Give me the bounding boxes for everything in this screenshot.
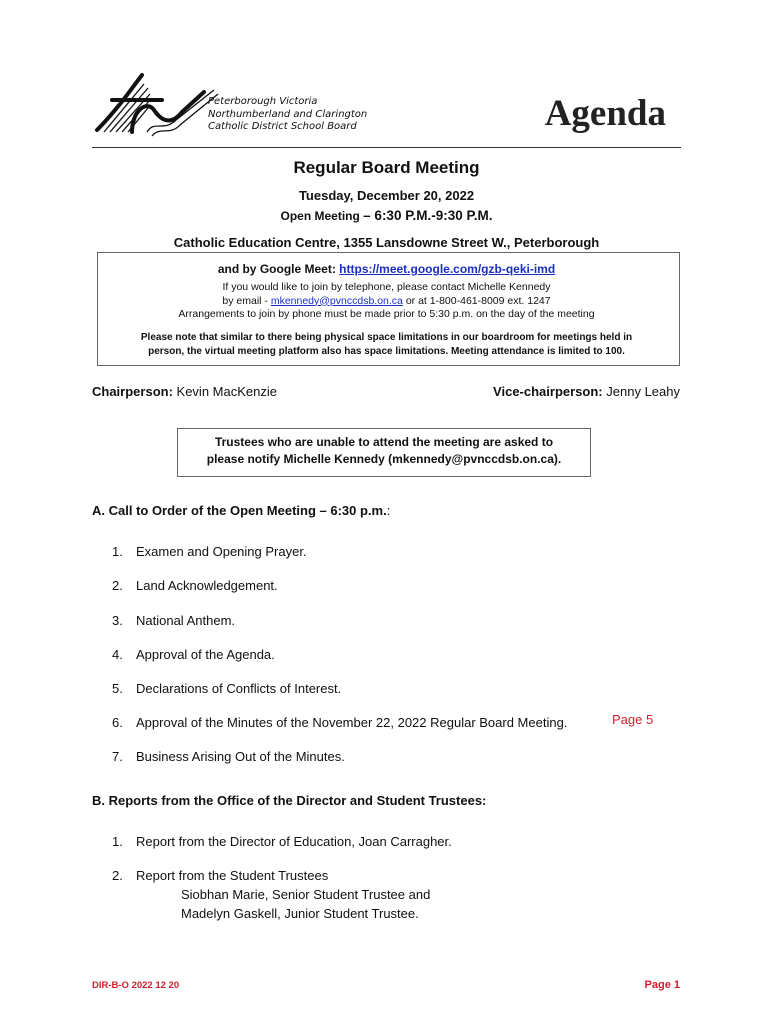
- chairperson-name: Kevin MacKenzie: [176, 384, 277, 399]
- item-number: 7.: [112, 749, 123, 764]
- meeting-time-label: Open Meeting: [280, 209, 360, 223]
- phone-line-1: If you would like to join by telephone, please contact Michelle Kennedy: [222, 281, 551, 293]
- agenda-title: Agenda: [544, 93, 666, 134]
- item-text: Approval of the Minutes of the November 22, 2022 Regular Board Meeting.: [136, 715, 568, 730]
- list-item: [112, 613, 235, 628]
- phone-instructions: [92, 281, 681, 322]
- list-item: [112, 749, 345, 764]
- contact-email-link[interactable]: mkennedy@pvnccdsb.on.ca: [270, 294, 403, 307]
- item-text: Report from the Student Trustees: [136, 868, 329, 883]
- item-number: 1.: [112, 544, 123, 559]
- item-text: Business Arising Out of the Minutes.: [136, 749, 345, 764]
- google-meet-link[interactable]: https://meet.google.com/gzb-qeki-imd: [339, 262, 556, 276]
- phone-line-2-pre: by email -: [222, 294, 268, 307]
- item-text: Examen and Opening Prayer.: [136, 544, 307, 559]
- item-text: Land Acknowledgement.: [136, 578, 278, 593]
- section-a-heading: [92, 503, 390, 518]
- meeting-location: Catholic Education Centre, 1355 Lansdowne Street W., Peterborough: [173, 235, 600, 250]
- item-text: Approval of the Agenda.: [136, 647, 275, 662]
- google-meet-label: and by Google Meet:: [217, 262, 336, 276]
- meeting-time: [92, 208, 681, 223]
- chairperson: [92, 384, 277, 399]
- board-name-line: Catholic District School Board: [208, 121, 357, 132]
- list-item: [112, 834, 452, 849]
- phone-line-2-post: or at 1-800-461-8009 ext. 1247: [405, 294, 551, 307]
- item-number: 1.: [112, 834, 123, 849]
- school-board-logo: [92, 70, 222, 140]
- item-number: 6.: [112, 715, 123, 730]
- item-number: 5.: [112, 681, 123, 696]
- item-continuation: Madelyn Gaskell, Junior Student Trustee.: [181, 906, 419, 921]
- meeting-title: Regular Board Meeting: [293, 158, 480, 177]
- notice-line-2: please notify Michelle Kennedy (mkennedy@pvnccdsb.on.ca).: [206, 452, 562, 466]
- board-name-line: Peterborough Victoria: [208, 96, 318, 107]
- item-number: 4.: [112, 647, 123, 662]
- document-code: DIR-B-O 2022 12 20: [92, 980, 180, 991]
- item-number: 3.: [112, 613, 123, 628]
- notice-text: [177, 434, 591, 468]
- item-continuation: Siobhan Marie, Senior Student Trustee and: [181, 887, 431, 902]
- list-item: [112, 544, 307, 559]
- vice-chairperson: [493, 384, 680, 399]
- section-a-title: A. Call to Order of the Open Meeting – 6:30 p.m.: [92, 503, 387, 518]
- page-reference-link[interactable]: Page 5: [612, 712, 654, 727]
- meeting-time-value: – 6:30 P.M.-9:30 P.M.: [363, 208, 493, 223]
- board-name-line: Northumberland and Clarington: [208, 108, 368, 120]
- list-item: [112, 647, 275, 662]
- page-number: Page 1: [644, 979, 680, 991]
- chairperson-label: Chairperson:: [92, 384, 173, 399]
- meeting-date: Tuesday, December 20, 2022: [298, 188, 475, 203]
- attendance-note: [92, 331, 681, 358]
- list-item: [112, 868, 328, 883]
- item-number: 2.: [112, 578, 123, 593]
- list-item: [112, 715, 567, 730]
- attendance-note-line-1: Please note that similar to there being physical space limitations in our boardroom for meetings held in: [140, 332, 633, 343]
- vice-chairperson-name: Jenny Leahy: [606, 384, 680, 399]
- item-text: Report from the Director of Education, Joan Carragher.: [136, 834, 452, 849]
- section-a-title-suffix: :: [386, 503, 391, 518]
- phone-line-3: Arrangements to join by phone must be made prior to 5:30 p.m. on the day of the meeting: [178, 308, 595, 320]
- section-b-heading: B. Reports from the Office of the Director and Student Trustees:: [92, 793, 487, 808]
- google-meet-line: [92, 262, 681, 276]
- list-item: [112, 681, 341, 696]
- vice-chairperson-label: Vice-chairperson:: [493, 384, 603, 399]
- header-divider: [92, 147, 681, 148]
- phone-line-2: [92, 295, 681, 309]
- board-name: [208, 96, 367, 134]
- notice-line-1: Trustees who are unable to attend the meeting are asked to: [214, 435, 554, 449]
- item-text: National Anthem.: [136, 613, 236, 628]
- item-number: 2.: [112, 868, 123, 883]
- item-text: Declarations of Conflicts of Interest.: [136, 681, 342, 696]
- attendance-note-line-2: person, the virtual meeting platform also has space limitations. Meeting attendance is limited to 100.: [148, 345, 625, 357]
- list-item: [112, 578, 278, 593]
